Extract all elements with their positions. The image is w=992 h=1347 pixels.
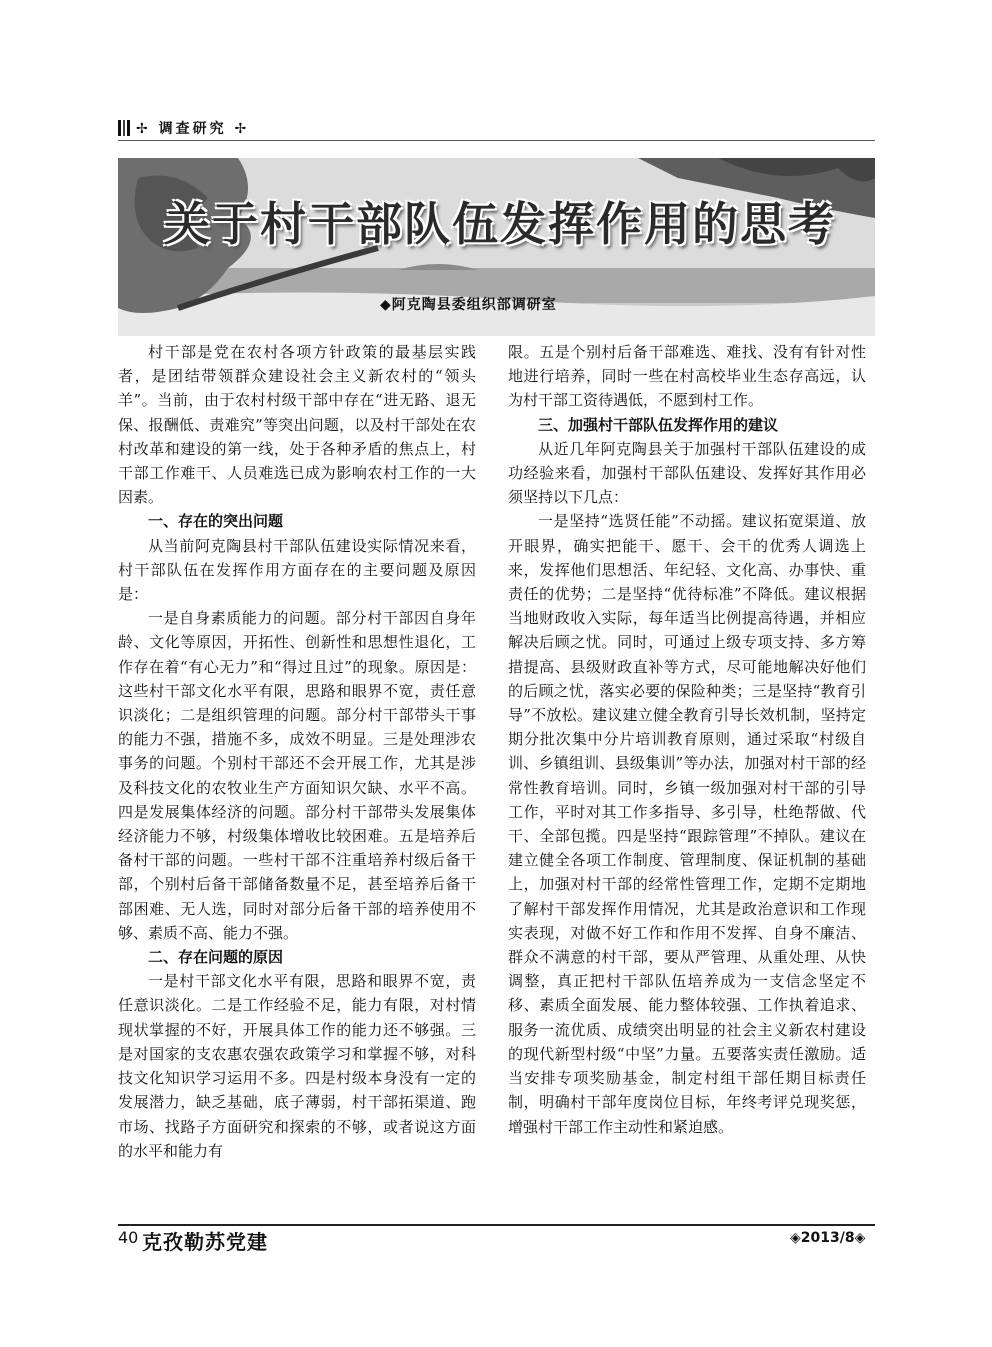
- intro-paragraph: 村干部是党在农村各项方针政策的最基层实践者，是团结带领群众建设社会主义新农村的“领头羊”。当前，由于农村村级干部中存在“进无路、退无保、报酬低、责难究”等突出问题，以及村干部处在农村改革和建设的第一线，处于各种矛盾的焦点上，村干部工作难干、人员难选已成为影响农村工作的一大因素。: [118, 343, 476, 507]
- paragraph: 一是村干部文化水平有限，思路和眼界不宽，责任意识淡化。二是工作经验不足，能力有限，对村情现状掌握的不好，开展具体工作的能力还不够强。三是对国家的支农惠农强农政策学习和掌握不够，对科技文化知识学习运用不多。四是村级本身没有一定的发展潜力，缺乏基础，底子薄弱，村干部拓渠道、跑市场、找路子方面研究和探索的不够，或者说这方面的水平和能力有: [118, 972, 476, 1160]
- section-marker-icon: [118, 120, 130, 136]
- right-column: [508, 340, 866, 1139]
- section-heading-1: 一、存在的突出问题: [148, 512, 284, 531]
- left-column: [118, 340, 476, 1163]
- section-heading-3: 三、加强村干部队伍发挥作用的建议: [538, 415, 779, 434]
- header-divider: [118, 140, 875, 141]
- paragraph: 从当前阿克陶县村干部队伍建设实际情况来看，村干部队伍在发挥作用方面存在的主要问题及原因是：: [118, 536, 476, 604]
- section-label: ✢ 调查研究 ✢: [136, 121, 250, 137]
- article-title: 关于村干部队伍发挥作用的思考: [164, 197, 836, 251]
- page-number: 40: [118, 1228, 139, 1247]
- article-byline: ◆阿克陶县委组织部调研室: [380, 297, 557, 313]
- paragraph-continued: 限。五是个别村后备干部难选、难找、没有有针对性地进行培养，同时一些在村高校毕业生态存高远，认为村干部工资待遇低，不愿到村工作。: [508, 343, 866, 410]
- section-header: [118, 118, 875, 138]
- paragraph: 从近几年阿克陶县关于加强村干部队伍建设的成功经验来看，加强村干部队伍建设、发挥好其作用必须坚持以下几点：: [508, 439, 866, 507]
- paragraph: 一是自身素质能力的问题。部分村干部因自身年龄、文化等原因，开拓性、创新性和思想性退化，工作存在着“有心无力”和“得过且过”的现象。原因是：这些村干部文化水平有限，思路和眼界不宽，责任意识淡化；二是组织管理的问题。部分村干部带头干事的能力不强，措施不多，成效不明显。三是处理涉农事务的问题。个别村干部还不会开展工作，尤其是涉及科技文化的农牧业生产方面知识欠缺、水平不高。四是发展集体经济的问题。部分村干部带头发展集体经济能力不够，村级集体增收比较困难。五是培养后备村干部的问题。一些村干部不注重培养村级后备干部，个别村后备干部储备数量不足，甚至培养后备干部困难、无人选，同时对部分后备干部的培养使用不够、素质不高、能力不强。: [118, 609, 476, 942]
- section-heading-2: 二、存在问题的原因: [148, 948, 284, 967]
- issue-date: ◈2013/8◈: [790, 1230, 866, 1246]
- paragraph: 一是坚持“选贤任能”不动摇。建议拓宽渠道、放开眼界，确实把能干、愿干、会干的优秀人调选上来，发挥他们思想活、年纪轻、文化高、办事快、重责任的优势；二是坚持“优待标准”不降低。建议根据当地财政收入实际，每年适当比例提高待遇，并相应解决后顾之忧。同时，可通过上级专项支持、多方筹措提高、县级财政直补等方式，尽可能地解决好他们的后顾之忧，落实必要的保险种类；三是坚持“教育引导”不放松。建议建立健全教育引导长效机制，坚持定期分批次集中分片培训教育原则，通过采取“村级自训、乡镇组训、县级集训”等办法，加强对村干部的经常性教育培训。同时，乡镇一级加强对村干部的引导工作，平时对其工作多指导、多引导，杜绝帮做、代干、全部包揽。四是坚持“跟踪管理”不掉队。建议在建立健全各项工作制度、管理制度、保证机制的基础上，加强对村干部的经常性管理工作，定期不定期地了解村干部发挥作用情况，尤其是政治意识和工作现实表现，对做不好工作和作用不发挥、自身不廉洁、群众不满意的村干部，要从严管理、从重处理、从快调整，真正把村干部队伍培养成为一支信念坚定不移、素质全面发展、能力整体较强、工作执着追求、服务一流优质、成绩突出明显的社会主义新农村建设的现代新型村级“中坚”力量。五要落实责任激励。适当安排专项奖励基金，制定村组干部任期目标责任制，明确村干部年度岗位目标，年终考评兑现奖惩，增强村干部工作主动性和紧迫感。: [508, 512, 866, 1136]
- magazine-name: 克孜勒苏党建: [142, 1230, 268, 1254]
